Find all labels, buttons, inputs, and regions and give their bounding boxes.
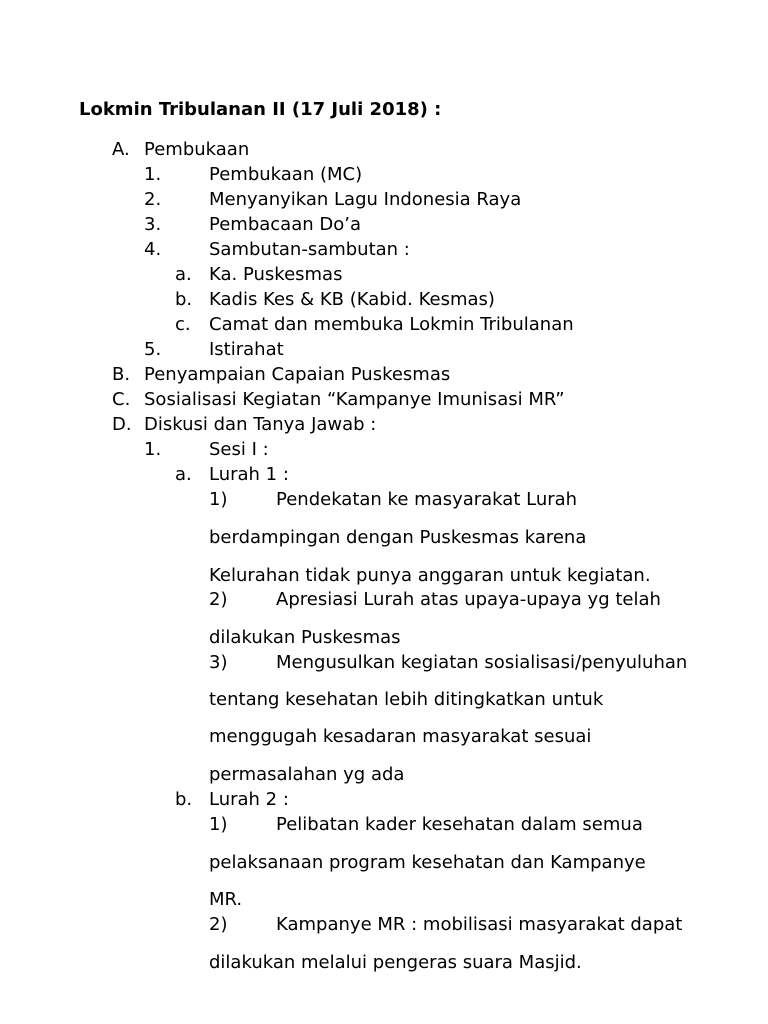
point-text-line: Apresiasi Lurah atas upaya-upaya yg telah: [276, 589, 661, 610]
list-item: Menyanyikan Lagu Indonesia Raya: [209, 189, 522, 210]
point-marker: 1): [209, 489, 228, 510]
point-text-line: Pelibatan kader kesehatan dalam semua: [276, 814, 643, 835]
list-item: Sesi I :: [209, 439, 269, 460]
list-item: Pembukaan (MC): [209, 164, 363, 185]
item-marker: 3.: [144, 214, 162, 235]
section-marker: C.: [112, 389, 131, 410]
point-text-line: menggugah kesadaran masyarakat sesuai: [209, 726, 592, 747]
point-text-line: Kampanye MR : mobilisasi masyarakat dapat: [276, 914, 683, 935]
section-marker: B.: [112, 364, 131, 385]
list-item: Sambutan-sambutan :: [209, 239, 410, 260]
list-subitem: Kadis Kes & KB (Kabid. Kesmas): [209, 289, 495, 310]
point-marker: 2): [209, 914, 228, 935]
point-text-line: berdampingan dengan Puskesmas karena: [209, 527, 587, 548]
subitem-marker: a.: [175, 464, 192, 485]
section-heading: Diskusi dan Tanya Jawab :: [144, 414, 377, 435]
list-subitem: Ka. Puskesmas: [209, 264, 343, 285]
point-text-line: Kelurahan tidak punya anggaran untuk kegiatan.: [209, 565, 651, 586]
list-item: Pembacaan Do’a: [209, 214, 361, 235]
list-subitem: Lurah 2 :: [209, 789, 289, 810]
point-text-line: permasalahan yg ada: [209, 764, 405, 785]
point-text-line: MR.: [209, 889, 243, 910]
subitem-marker: b.: [175, 789, 193, 810]
item-marker: 1.: [144, 439, 162, 460]
point-marker: 3): [209, 652, 228, 673]
section-marker: D.: [112, 414, 132, 435]
list-subitem: Lurah 1 :: [209, 464, 289, 485]
document-title: Lokmin Tribulanan II (17 Juli 2018) :: [79, 99, 442, 120]
point-text-line: Mengusulkan kegiatan sosialisasi/penyuluhan: [276, 652, 688, 673]
point-text-line: dilakukan melalui pengeras suara Masjid.: [209, 952, 582, 973]
point-text-line: Pendekatan ke masyarakat Lurah: [276, 489, 578, 510]
section-heading: Penyampaian Capaian Puskesmas: [144, 364, 451, 385]
point-marker: 2): [209, 589, 228, 610]
point-marker: 1): [209, 814, 228, 835]
section-heading: Sosialisasi Kegiatan “Kampanye Imunisasi MR”: [144, 389, 565, 410]
subitem-marker: c.: [175, 314, 191, 335]
subitem-marker: b.: [175, 289, 193, 310]
point-text-line: tentang kesehatan lebih ditingkatkan untuk: [209, 689, 604, 710]
list-subitem: Camat dan membuka Lokmin Tribulanan: [209, 314, 574, 335]
item-marker: 4.: [144, 239, 162, 260]
point-text-line: pelaksanaan program kesehatan dan Kampanye: [209, 852, 646, 873]
section-marker: A.: [112, 139, 130, 160]
item-marker: 5.: [144, 339, 162, 360]
list-item: Istirahat: [209, 339, 284, 360]
subitem-marker: a.: [175, 264, 192, 285]
point-text-line: dilakukan Puskesmas: [209, 627, 401, 648]
item-marker: 1.: [144, 164, 162, 185]
section-heading: Pembukaan: [144, 139, 250, 160]
item-marker: 2.: [144, 189, 162, 210]
